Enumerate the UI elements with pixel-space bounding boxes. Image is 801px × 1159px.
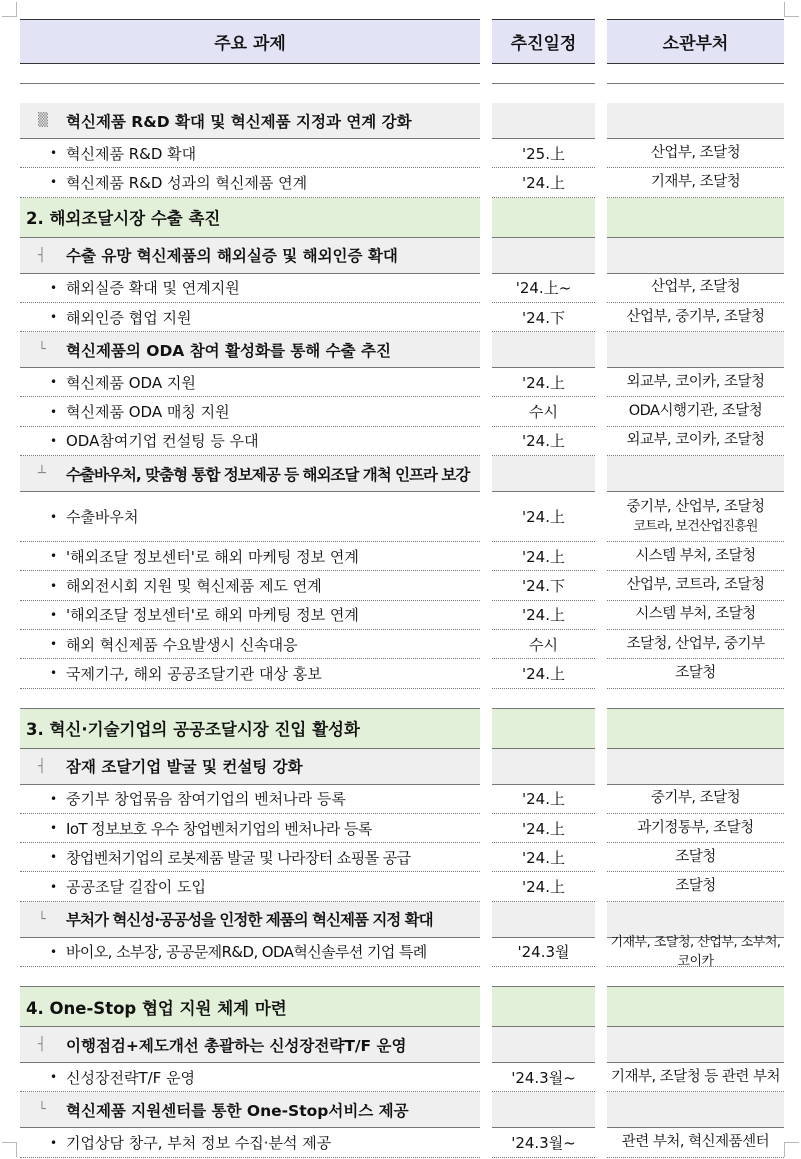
- department-line-2: 코트라, 보건산업진흥원: [633, 518, 758, 534]
- item-task: [20, 368, 480, 397]
- tree-branch-icon: └: [38, 342, 46, 358]
- header-department: 소관부처: [607, 19, 784, 64]
- bullet-icon: •: [50, 850, 58, 865]
- schedule-value: '24.3월: [517, 943, 570, 962]
- subsection-title: 이행점검+제도개선 총괄하는 신성장전략T/F 운영: [66, 1036, 407, 1055]
- department-value: [635, 605, 755, 624]
- tree-branch-icon: └: [38, 1102, 46, 1118]
- item-task: [20, 427, 480, 456]
- schedule-value: '24.3월~: [511, 1068, 576, 1087]
- subsection-title: 부처가 혁신성·공공성을 인정한 제품의 혁신제품 지정 확대: [66, 911, 433, 930]
- item-schedule: [492, 843, 595, 872]
- item-task: [20, 601, 480, 630]
- item-department: [607, 601, 784, 630]
- department-value: [627, 635, 765, 654]
- sub-department: [607, 1092, 784, 1128]
- schedule-value: '24.上: [522, 790, 565, 809]
- item-department: [607, 368, 784, 397]
- department-value: [651, 173, 740, 192]
- task-text: 혁신제품 ODA 매칭 지원: [66, 403, 230, 422]
- item-schedule: [492, 542, 595, 571]
- department-line: 기재부, 조달청: [650, 173, 741, 190]
- item-department: [607, 630, 784, 659]
- item-task: [20, 814, 480, 843]
- table-row: [20, 542, 784, 571]
- bullet-icon: •: [50, 280, 58, 295]
- item-task: [20, 630, 480, 659]
- table-row: [20, 1063, 784, 1092]
- sub-task: [20, 456, 480, 492]
- sub-department: [607, 1027, 784, 1063]
- department-line: 조달청, 산업부, 중기부: [626, 635, 765, 652]
- item-schedule: [492, 601, 595, 630]
- task-text: '해외조달 정보센터'로 해외 마케팅 정보 연계: [66, 547, 359, 566]
- sub-schedule: [492, 1092, 595, 1128]
- schedule-value: '24.上: [522, 819, 565, 838]
- item-schedule: [492, 630, 595, 659]
- item-department: [607, 303, 784, 332]
- sec-department: [607, 709, 784, 749]
- bullet-icon: •: [50, 146, 58, 161]
- item-task: [20, 274, 480, 303]
- bullet-icon: •: [50, 821, 58, 836]
- bullet-icon: •: [50, 1070, 58, 1085]
- table-row: [20, 659, 784, 688]
- task-text: IoT 정보보호 우수 창업벤처기업의 벤처나라 등록: [66, 819, 372, 838]
- department-value: [637, 819, 753, 838]
- department-value: [622, 1133, 769, 1152]
- tree-branch-icon: ┤: [38, 758, 46, 774]
- sub-task: [20, 238, 480, 274]
- spacer-schedule: [492, 689, 595, 709]
- bullet-icon: •: [50, 175, 58, 190]
- department-line: 기재부, 조달청 등 관련 부처: [610, 1068, 781, 1085]
- table-row: [20, 398, 784, 427]
- department-line: 시스템 부처, 조달청: [635, 606, 756, 623]
- department-line: 기재부, 조달청, 산업부, 소부처, 코이카: [610, 934, 781, 969]
- section-row: [20, 709, 784, 749]
- spacer-department: [607, 967, 784, 987]
- sub-department: [607, 456, 784, 492]
- table-row: [20, 785, 784, 814]
- department-line: 조달청: [675, 848, 716, 865]
- item-department: [607, 168, 784, 197]
- item-department: [607, 843, 784, 872]
- task-text: '해외조달 정보센터'로 해외 마케팅 정보 연계: [66, 606, 359, 625]
- item-department: [607, 274, 784, 303]
- department-value: [627, 498, 765, 536]
- sec-schedule: [492, 709, 595, 749]
- header-tasks: 주요 과제: [20, 19, 480, 64]
- subsection-row: [20, 749, 784, 785]
- department-line: ODA시행기관, 조달청: [628, 403, 763, 420]
- tree-branch-icon: ▒: [38, 113, 48, 128]
- bullet-icon: •: [50, 310, 58, 325]
- section-title: 2. 해외조달시장 수출 촉진: [26, 209, 221, 229]
- department-line: 조달청: [675, 664, 716, 681]
- department-line: 관련 부처, 혁신제품센터: [621, 1134, 770, 1151]
- task-text: 해외실증 확대 및 연계지원: [66, 279, 240, 298]
- department-value: [629, 402, 763, 421]
- sub-task: [20, 332, 480, 368]
- item-schedule: [492, 427, 595, 456]
- task-text: 혁신제품 ODA 지원: [66, 373, 196, 392]
- spacer-row: [20, 64, 784, 84]
- spacer-cell: [492, 64, 595, 84]
- item-department: [607, 934, 784, 969]
- task-text: 신성장전략T/F 운영: [66, 1068, 196, 1087]
- subsection-title: 혁신제품 지원센터를 통한 One-Stop서비스 제공: [66, 1101, 409, 1120]
- bullet-icon: •: [50, 944, 58, 959]
- task-text: 수출바우처: [66, 508, 139, 527]
- item-schedule: [492, 168, 595, 197]
- schedule-value: '24.上: [522, 664, 565, 683]
- department-value: [627, 373, 765, 392]
- spacer-row: [20, 689, 784, 709]
- department-line: 산업부, 조달청: [650, 144, 741, 161]
- task-text: ODA참여기업 컨설팅 등 우대: [66, 432, 259, 451]
- spacer-cell: [20, 64, 480, 84]
- sec-schedule: [492, 987, 595, 1027]
- tree-branch-icon: ┤: [38, 1037, 46, 1053]
- department-value: [651, 144, 740, 163]
- sub-schedule: [492, 456, 595, 492]
- department-value: [651, 789, 740, 808]
- department-line: 과기정통부, 조달청: [637, 819, 754, 836]
- subsection-title: 잠재 조달기업 발굴 및 컨설팅 강화: [66, 758, 303, 777]
- department-value: [607, 933, 784, 971]
- schedule-value: 수시: [529, 635, 558, 654]
- section-title: 3. 혁신·기술기업의 공공조달시장 진입 활성화: [26, 720, 360, 740]
- page-corner-top-left: [2, 2, 17, 17]
- schedule-value: '24.上: [522, 508, 565, 527]
- schedule-value: '24.上: [522, 606, 565, 625]
- bullet-icon: •: [50, 578, 58, 593]
- item-schedule: [492, 785, 595, 814]
- sub-department: [607, 749, 784, 785]
- table-row: [20, 274, 784, 303]
- sec-task: [20, 709, 480, 749]
- sec-task: [20, 198, 480, 238]
- item-department: [607, 398, 784, 427]
- department-value: [651, 278, 740, 297]
- item-schedule: [492, 303, 595, 332]
- bullet-icon: •: [50, 637, 58, 652]
- sub-task: [20, 749, 480, 785]
- item-department: [607, 873, 784, 902]
- sec-department: [607, 198, 784, 238]
- schedule-value: '24.上: [522, 432, 565, 451]
- schedule-value: '24.上: [522, 373, 565, 392]
- item-schedule: [492, 938, 595, 967]
- item-schedule: [492, 873, 595, 902]
- subsection-row: [20, 1027, 784, 1063]
- bullet-icon: •: [50, 549, 58, 564]
- sub-schedule: [492, 749, 595, 785]
- sub-schedule: [492, 103, 595, 139]
- section-title: 4. One-Stop 협업 지원 체계 마련: [26, 998, 287, 1018]
- table-row: [20, 168, 784, 197]
- subsection-row: [20, 238, 784, 274]
- task-text: 해외전시회 지원 및 혁신제품 제도 연계: [66, 577, 322, 596]
- spacer-schedule: [492, 967, 595, 987]
- item-department: [607, 139, 784, 168]
- subsection-row: [20, 456, 784, 492]
- item-department: [607, 814, 784, 843]
- schedule-value: 수시: [529, 403, 558, 422]
- item-task: [20, 303, 480, 332]
- item-task: [20, 938, 480, 967]
- department-value: [675, 664, 716, 683]
- sec-task: [20, 987, 480, 1027]
- bullet-icon: •: [50, 1135, 58, 1150]
- table-row: [20, 139, 784, 168]
- item-task: [20, 139, 480, 168]
- spacer-row: [20, 967, 784, 987]
- task-text: 혁신제품 R&D 성과의 혁신제품 연계: [66, 173, 308, 192]
- schedule-value: '24.上: [522, 848, 565, 867]
- department-value: [675, 848, 716, 867]
- subsection-row: [20, 332, 784, 368]
- item-department: [607, 427, 784, 456]
- spacer-cell: [607, 64, 784, 84]
- schedule-value: '24.上~: [515, 279, 572, 298]
- schedule-value: '24.下: [522, 577, 565, 596]
- sub-department: [607, 238, 784, 274]
- subsection-row: [20, 1092, 784, 1128]
- item-schedule: [492, 814, 595, 843]
- table-row: [20, 601, 784, 630]
- subsection-title: 혁신제품 R&D 확대 및 혁신제품 지정과 연계 강화: [66, 112, 412, 131]
- bullet-icon: •: [50, 509, 58, 524]
- table-row: [20, 934, 784, 969]
- table-row: [20, 303, 784, 332]
- task-text: 혁신제품 R&D 확대: [66, 144, 197, 163]
- task-text: 해외 혁신제품 수요발생시 신속대응: [66, 635, 298, 654]
- item-department: [607, 1063, 784, 1092]
- department-value: [675, 877, 716, 896]
- subsection-title: 수출바우처, 맞춤형 통합 정보제공 등 해외조달 개척 인프라 보강: [66, 465, 470, 484]
- table-row: [20, 873, 784, 902]
- department-line: 중기부, 조달청: [650, 790, 741, 807]
- department-line: 조달청: [675, 878, 716, 895]
- item-schedule: [492, 368, 595, 397]
- item-task: [20, 843, 480, 872]
- schedule-value: '24.下: [522, 308, 565, 327]
- item-schedule: [492, 1128, 595, 1157]
- bullet-icon: •: [50, 404, 58, 419]
- item-department: [607, 1128, 784, 1157]
- department-line: 외교부, 코이카, 조달청: [626, 432, 765, 449]
- bullet-icon: •: [50, 879, 58, 894]
- department-line: 산업부, 코트라, 조달청: [626, 577, 765, 594]
- sub-schedule: [492, 902, 595, 938]
- table-row: [20, 571, 784, 600]
- bullet-icon: •: [50, 375, 58, 390]
- schedule-value: '24.上: [522, 878, 565, 897]
- department-line: 산업부, 조달청: [650, 279, 741, 296]
- table-row: [20, 630, 784, 659]
- bullet-icon: •: [50, 433, 58, 448]
- task-text: 창업벤처기업의 로봇제품 발굴 및 나라장터 쇼핑몰 공급: [66, 848, 411, 867]
- sub-schedule: [492, 1027, 595, 1063]
- item-department: [607, 492, 784, 542]
- task-text: 공공조달 길잡이 도입: [66, 878, 206, 897]
- item-schedule: [492, 398, 595, 427]
- bullet-icon: •: [50, 666, 58, 681]
- department-line: 산업부, 중기부, 조달청: [626, 308, 765, 325]
- task-text: 기업상담 창구, 부처 정보 수집·분석 제공: [66, 1134, 332, 1153]
- sub-task: [20, 103, 480, 139]
- bullet-icon: •: [50, 791, 58, 806]
- sec-department: [607, 987, 784, 1027]
- item-department: [607, 785, 784, 814]
- item-task: [20, 1128, 480, 1157]
- tree-branch-icon: ┴: [38, 466, 46, 482]
- table-row: [20, 492, 784, 542]
- task-text: 해외인증 협업 지원: [66, 308, 192, 327]
- item-schedule: [492, 274, 595, 303]
- subsection-title: 수출 유망 혁신제품의 해외실증 및 해외인증 확대: [66, 247, 398, 266]
- department-value: [627, 308, 765, 327]
- sub-schedule: [492, 332, 595, 368]
- tree-branch-icon: └: [38, 911, 46, 927]
- table-row: [20, 814, 784, 843]
- table-row: [20, 843, 784, 872]
- item-schedule: [492, 571, 595, 600]
- item-schedule: [492, 492, 595, 542]
- department-value: [611, 1068, 780, 1087]
- department-value: [627, 431, 765, 450]
- item-task: [20, 785, 480, 814]
- task-text: 바이오, 소부장, 공공문제R&D, ODA혁신솔루션 기업 특례: [66, 943, 427, 962]
- section-row: [20, 198, 784, 238]
- schedule-value: '24.上: [522, 173, 565, 192]
- subsection-row: [20, 103, 784, 139]
- page-corner-top-right: [784, 2, 799, 17]
- task-text: 중기부 창업묶음 참여기업의 벤처나라 등록: [66, 790, 346, 809]
- page-corner-bottom-left: [2, 1142, 17, 1157]
- item-department: [607, 571, 784, 600]
- table-row: [20, 1128, 784, 1157]
- tree-branch-icon: ┤: [38, 247, 46, 263]
- header-schedule: 추진일정: [492, 19, 595, 64]
- bullet-icon: •: [50, 607, 58, 622]
- spacer-task: [20, 967, 480, 987]
- table-row: [20, 368, 784, 397]
- department-line: 중기부, 산업부, 조달청: [626, 498, 765, 515]
- table-header: [20, 19, 784, 64]
- item-department: [607, 659, 784, 688]
- table-row: [20, 427, 784, 456]
- subsection-title: 혁신제품의 ODA 참여 활성화를 통해 수출 추진: [66, 341, 391, 360]
- department-value: [627, 576, 765, 595]
- page-corner-bottom-right: [784, 1142, 799, 1157]
- item-schedule: [492, 1063, 595, 1092]
- department-line: 외교부, 코이카, 조달청: [626, 373, 765, 390]
- sub-department: [607, 332, 784, 368]
- department-line: 시스템 부처, 조달청: [635, 547, 756, 564]
- sub-task: [20, 1092, 480, 1128]
- sub-task: [20, 902, 480, 938]
- item-task: [20, 542, 480, 571]
- item-task: [20, 571, 480, 600]
- schedule-value: '24.上: [522, 547, 565, 566]
- sub-department: [607, 103, 784, 139]
- item-department: [607, 542, 784, 571]
- item-task: [20, 873, 480, 902]
- task-text: 국제기구, 해외 공공조달기관 대상 홍보: [66, 664, 322, 683]
- sec-schedule: [492, 198, 595, 238]
- item-schedule: [492, 139, 595, 168]
- sub-task: [20, 1027, 480, 1063]
- sub-schedule: [492, 238, 595, 274]
- section-row: [20, 987, 784, 1027]
- item-task: [20, 492, 480, 542]
- department-value: [635, 547, 755, 566]
- schedule-value: '25.上: [522, 144, 565, 163]
- item-task: [20, 398, 480, 427]
- spacer-task: [20, 689, 480, 709]
- item-schedule: [492, 659, 595, 688]
- spacer-department: [607, 689, 784, 709]
- item-task: [20, 168, 480, 197]
- item-task: [20, 1063, 480, 1092]
- schedule-value: '24.3월~: [511, 1134, 576, 1153]
- item-task: [20, 659, 480, 688]
